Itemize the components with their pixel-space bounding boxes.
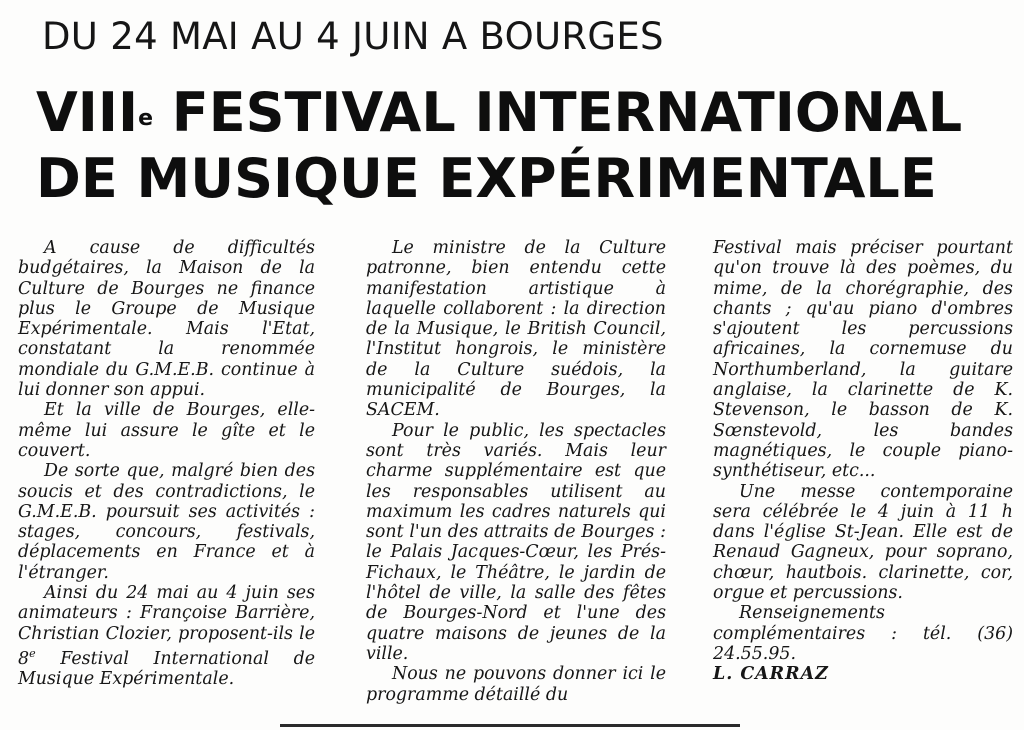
headline-roman-numeral: VIII <box>36 81 139 144</box>
column-3-paragraph-2: Une messe contemporaine sera célébrée le 4 juin à 11 h dans l'église St-Jean. Elle est de Renaud Gagneux, pour soprano, chœur, hautbois. clarinette, cor, orgue et percussions. <box>713 481 1013 604</box>
article-column-1 <box>18 238 315 689</box>
headline-ordinal-suffix: e <box>138 106 153 131</box>
headline-line-2: DE MUSIQUE EXPÉRIMENTALE <box>36 147 937 210</box>
column-1-paragraph-4 <box>18 583 315 689</box>
paragraph-4-text-start: Ainsi du 24 mai au 4 juin ses animateurs : Françoise Barrière, Christian Clozier, proposent-ils le 8 <box>18 583 315 669</box>
column-1-paragraph-1: A cause de difficultés budgétaires, la Maison de la Culture de Bourges ne finance plus le Groupe de Musique Expérimentale. Mais l'Etat, constatant la renommée mondiale du G.M.E.B. continue à lui donner son appui. <box>18 238 315 401</box>
headline-line-1-text: FESTIVAL INTERNATIONAL <box>153 81 963 144</box>
author-signature: L. CARRAZ <box>713 664 829 685</box>
kicker-dateline: DU 24 MAI AU 4 JUIN A BOURGES <box>42 15 664 58</box>
column-3-paragraph-3: Renseignements complémentaires : tél. (36) 24.55.95. <box>713 603 1013 664</box>
article-headline <box>36 80 962 212</box>
column-2-paragraph-1: Le ministre de la Culture patronne, bien entendu cette manifestation artistique à laquelle collaborent : la direction de la Musique, le British Council, l'Institut hongrois, le ministère de la Culture suédois, la municipalité de Bourges, la SACEM. <box>366 238 666 421</box>
headline-line-1 <box>36 80 962 146</box>
paragraph-4-text-end: Festival International de Musique Expérimentale. <box>18 648 315 690</box>
article-column-2 <box>366 238 666 705</box>
article-column-3 <box>713 238 1013 685</box>
column-1-paragraph-3: De sorte que, malgré bien des soucis et des contradictions, le G.M.E.B. poursuit ses activités : stages, concours, festivals, déplacements en France et à l'étranger. <box>18 461 315 583</box>
column-1-paragraph-2: Et la ville de Bourges, elle-même lui assure le gîte et le couvert. <box>18 400 315 461</box>
bottom-rule <box>280 724 740 727</box>
ordinal-suffix: e <box>29 646 36 660</box>
column-3-paragraph-1: Festival mais préciser pourtant qu'on trouve là des poèmes, du mime, de la chorégraphie, des chants ; qu'au piano d'ombres s'ajoutent les percussions africaines, la cornemuse du Northumberland, la guitare anglaise, la clarinette de K. Stevenson, le basson de K. Sœnstevold, les bandes magnétiques, le couple piano-synthétiseur, etc... <box>713 238 1013 482</box>
column-2-paragraph-2: Pour le public, les spectacles sont très variés. Mais leur charme supplémentaire est que les responsables utilisent au maximum les cadres naturels qui sont l'un des attraits de Bourges : le Palais Jacques-Cœur, les Prés-Fichaux, le Théâtre, le jardin de l'hôtel de ville, la salle des fêtes de Bourges-Nord et l'une des quatre maisons de jeunes de la ville. <box>366 420 666 664</box>
column-2-paragraph-3: Nous ne pouvons donner ici le programme détaillé du <box>366 664 666 705</box>
